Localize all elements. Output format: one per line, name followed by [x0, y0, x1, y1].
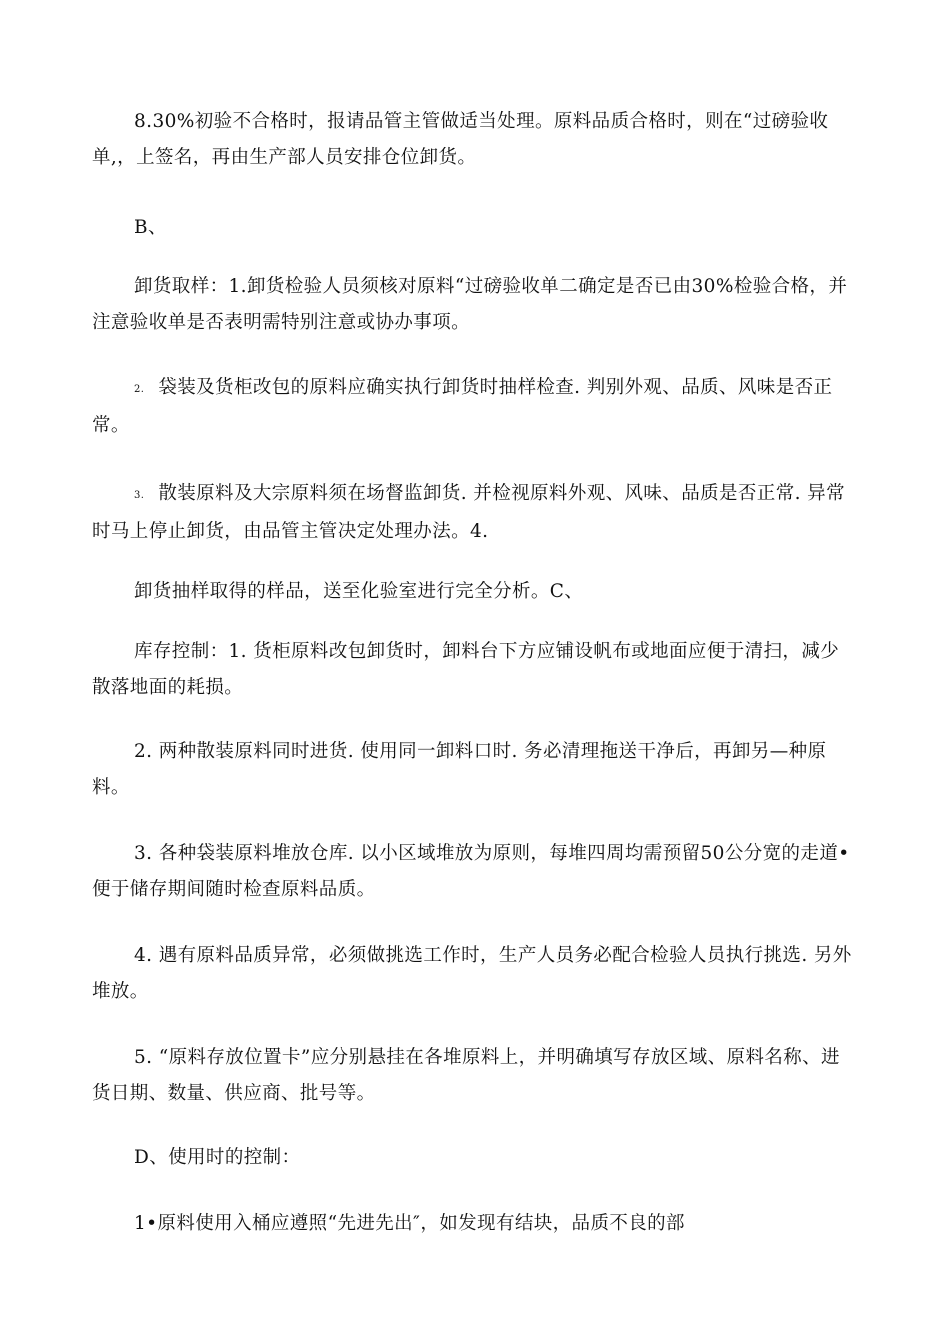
paragraph-fifo-usage: 1•原料使用入桶应遵照“先进先出″，如发现有结块，品质不良的部: [134, 1213, 685, 1234]
list-number: 2.: [134, 384, 145, 395]
paragraph-quality-sorting: 4. 遇有原料品质异常，必须做挑选工作时，生产人员务必配合检验人员执行挑选. 另外堆放。: [92, 945, 852, 1002]
section-heading-d: D、使用时的控制：: [134, 1147, 301, 1168]
paragraph-sample-analysis: 卸货抽样取得的样品，送至化验室进行完全分析。C、: [134, 581, 584, 602]
paragraph-text: 袋装及货柜改包的原料应确实执行卸货时抽样检查. 判别外观、品质、风味是否正常。: [92, 377, 833, 436]
paragraph-bulk-cleaning: 2. 两种散装原料同时进货. 使用同一卸料口时. 务必清理拖送干净后，再卸另—种原料。: [92, 741, 827, 798]
paragraph-text: 散装原料及大宗原料须在场督监卸货. 并检视原料外观、风味、品质是否正常. 异常时马上停止卸货，由品管主管决定处理办法。4.: [92, 483, 845, 542]
paragraph-storage-layout: 3. 各种袋装原料堆放仓库. 以小区域堆放为原则，每堆四周均需预留50公分宽的走道•便于储存期间随时检查原料品质。: [92, 843, 850, 900]
paragraph-inventory-control: 库存控制：1. 货柜原料改包卸货时，卸料台下方应铺设帆布或地面应便于清扫，减少散落地面的耗损。: [92, 641, 840, 698]
section-heading-b: B、: [134, 217, 167, 238]
paragraph-initial-inspection: 8.30%初验不合格时，报请品管主管做适当处理。原料品质合格时，则在“过磅验收单,，上签名，再由生产部人员安排仓位卸货。: [92, 111, 829, 168]
paragraph-bagged-inspection: [92, 370, 852, 444]
paragraph-bulk-unloading: [92, 476, 852, 550]
list-number: 3.: [134, 490, 145, 501]
paragraph-unloading-sampling: 卸货取样：1.卸货检验人员须核对原料“过磅验收单二确定是否已由30%检验合格，并注意验收单是否表明需特别注意或协办事项。: [92, 276, 848, 333]
paragraph-location-card: 5. “原料存放位置卡”应分别悬挂在各堆原料上，并明确填写存放区域、原料名称、进货日期、数量、供应商、批号等。: [92, 1047, 840, 1104]
